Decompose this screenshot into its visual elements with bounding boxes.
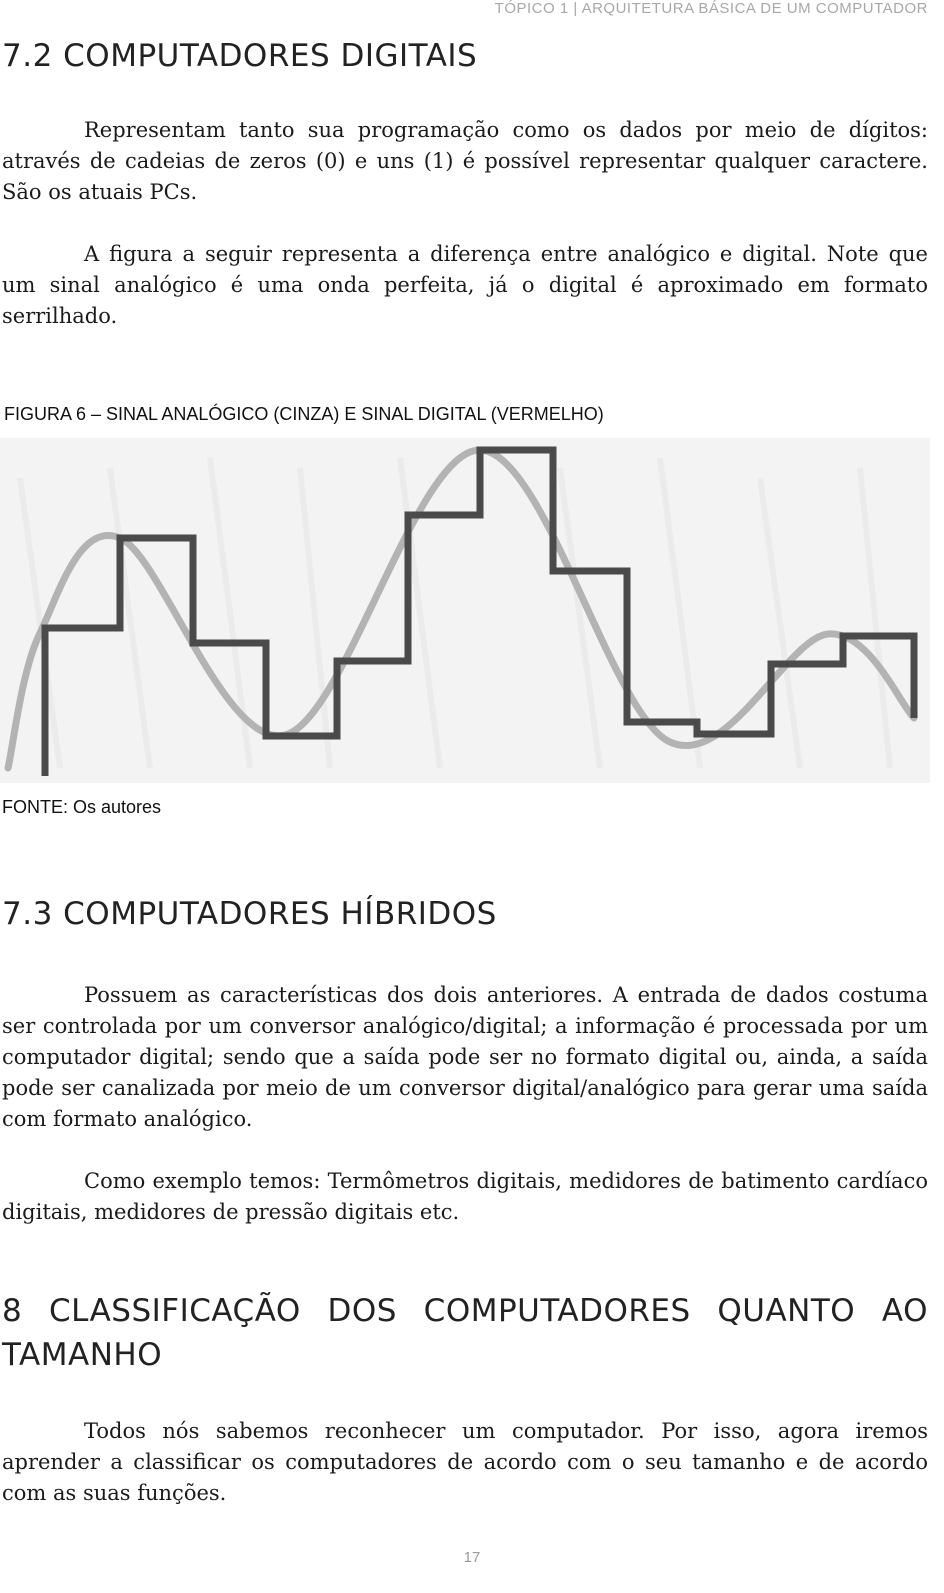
section-8-title-line-1: 8 CLASSIFICAÇÃO DOS COMPUTADORES QUANTO AO <box>2 1293 928 1329</box>
section-7-2-paragraph-2: A figura a seguir representa a diferença entre analógico e digital. Note que um sinal analógico é uma onda perfeita, já o digital é aproximado em formato serrilhado. <box>2 242 928 328</box>
figure-caption: FIGURA 6 – SINAL ANALÓGICO (CINZA) E SINAL DIGITAL (VERMELHO) <box>4 404 604 424</box>
section-7-3-title: 7.3 COMPUTADORES HÍBRIDOS <box>2 896 497 932</box>
section-7-3-paragraph-1: Possuem as características dos dois anteriores. A entrada de dados costuma ser controlada por um conversor analógico/digital; a informação é processada por um computador digital; sendo que a saída pode ser no formato digital ou, ainda, a saída pode ser canalizada por meio de um conversor digital/analógico para gerar uma saída com formato analógico. <box>2 983 928 1131</box>
section-7-3-paragraph-2: Como exemplo temos: Termômetros digitais, medidores de batimento cardíaco digitais, medidores de pressão digitais etc. <box>2 1169 928 1224</box>
section-8-paragraph-1: Todos nós sabemos reconhecer um computador. Por isso, agora iremos aprender a classificar os computadores de acordo com o seu tamanho e de acordo com as suas funções. <box>2 1419 928 1505</box>
signal-figure <box>0 438 930 783</box>
page-number: 17 <box>463 1549 481 1566</box>
section-8-title-line-2: TAMANHO <box>2 1337 163 1373</box>
section-8-title <box>2 1289 928 1377</box>
figure-source: FONTE: Os autores <box>2 797 162 817</box>
figure-background <box>0 438 930 783</box>
section-7-2-paragraph-1: Representam tanto sua programação como os dados por meio de dígitos: através de cadeias de zeros (0) e uns (1) é possível representar qualquer caractere. São os atuais PCs. <box>2 118 928 204</box>
section-7-2-title: 7.2 COMPUTADORES DIGITAIS <box>2 38 478 74</box>
running-head: TÓPICO 1 | ARQUITETURA BÁSICA DE UM COMPUTADOR <box>494 0 928 17</box>
